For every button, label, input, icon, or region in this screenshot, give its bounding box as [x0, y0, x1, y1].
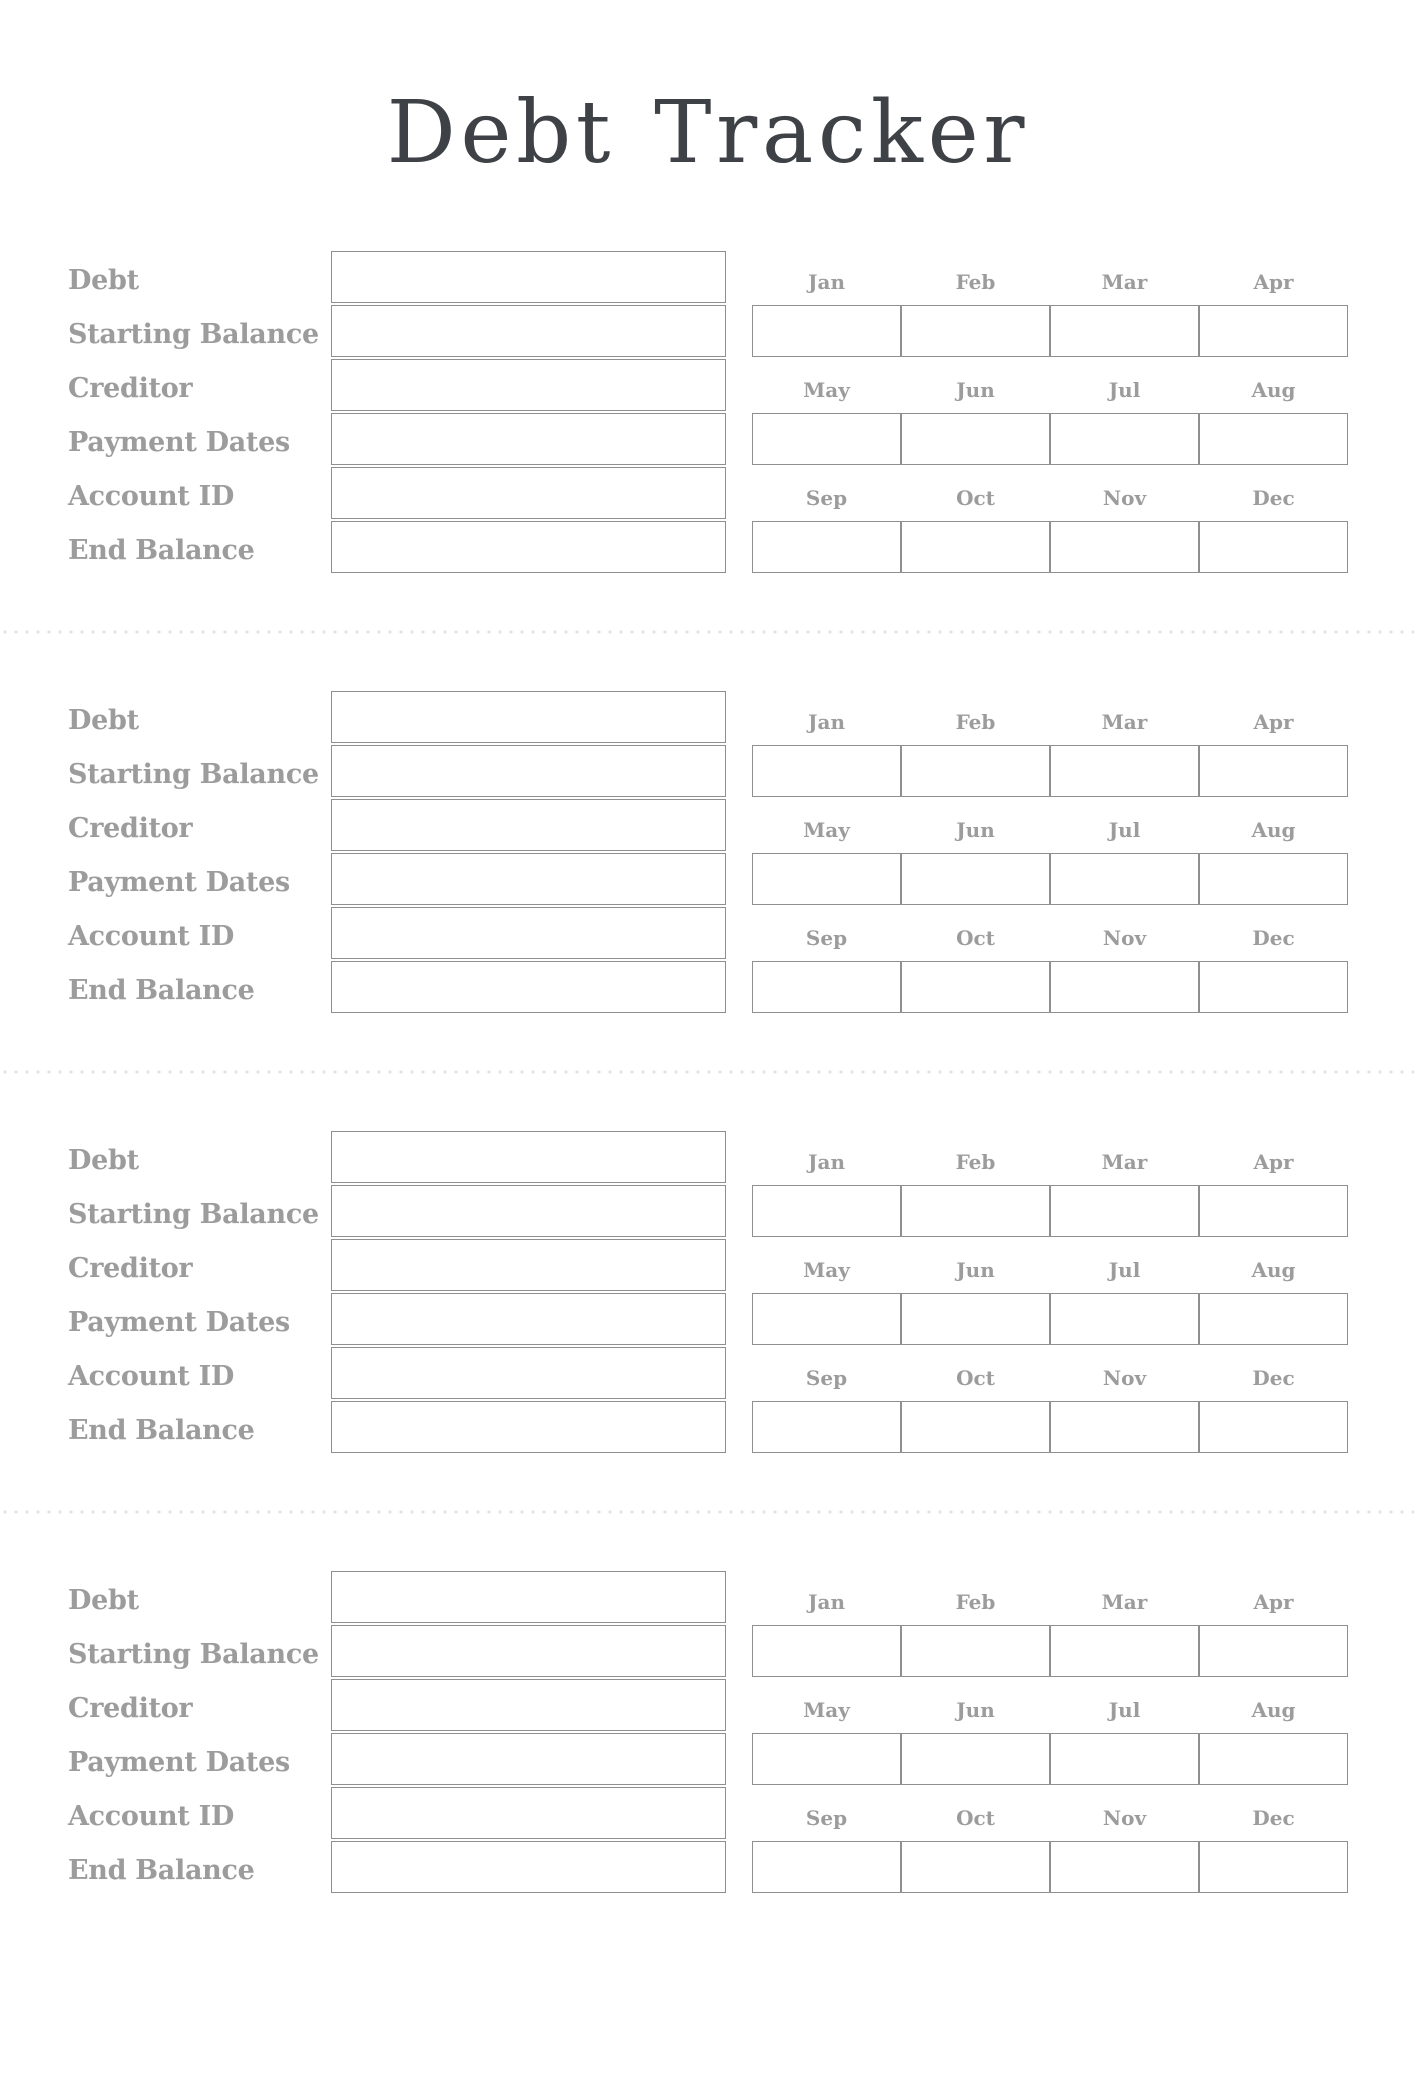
- month-jul-label: Jul: [1108, 1698, 1141, 1722]
- creditor-input[interactable]: [331, 1679, 726, 1731]
- month-jan-input[interactable]: [752, 1625, 901, 1677]
- month-sep-input[interactable]: [752, 961, 901, 1013]
- month-may-label: May: [803, 378, 850, 402]
- month-jul-input[interactable]: [1050, 1733, 1199, 1785]
- month-cell-row-2: [752, 413, 1348, 465]
- month-dec-label: Dec: [1252, 926, 1295, 950]
- month-jan-input[interactable]: [752, 1185, 901, 1237]
- month-may-input[interactable]: [752, 853, 901, 905]
- creditor-label: Creditor: [68, 372, 193, 404]
- page-title: Debt Tracker: [386, 83, 1030, 183]
- debt-label: Debt: [68, 264, 139, 296]
- month-jun-label: Jun: [956, 1698, 995, 1722]
- month-aug-label: Aug: [1251, 818, 1296, 842]
- month-aug-input[interactable]: [1199, 853, 1348, 905]
- month-oct-input[interactable]: [901, 961, 1050, 1013]
- month-cell-row-1: [752, 1185, 1348, 1237]
- account-id-label: Account ID: [68, 1360, 235, 1392]
- month-nov-label: Nov: [1102, 1366, 1147, 1390]
- debt-section-1: [68, 251, 1348, 573]
- month-oct-input[interactable]: [901, 521, 1050, 573]
- account-id-input[interactable]: [331, 1787, 726, 1839]
- month-jul-label: Jul: [1108, 1258, 1141, 1282]
- month-apr-input[interactable]: [1199, 745, 1348, 797]
- month-jul-input[interactable]: [1050, 413, 1199, 465]
- month-dec-input[interactable]: [1199, 521, 1348, 573]
- month-mar-input[interactable]: [1050, 745, 1199, 797]
- debt-label: Debt: [68, 1144, 139, 1176]
- month-jun-input[interactable]: [901, 413, 1050, 465]
- account-id-input[interactable]: [331, 467, 726, 519]
- payment-dates-input[interactable]: [331, 853, 726, 905]
- end-balance-input[interactable]: [331, 1841, 726, 1893]
- debt-fields: [68, 251, 726, 573]
- month-may-label: May: [803, 1698, 850, 1722]
- end-balance-label: End Balance: [68, 1414, 255, 1446]
- month-cell-row-2: [752, 853, 1348, 905]
- month-mar-label: Mar: [1101, 710, 1148, 734]
- dotted-separator: [0, 1510, 1414, 1514]
- debt-fields: [68, 1571, 726, 1893]
- month-sep-input[interactable]: [752, 1401, 901, 1453]
- month-sep-label: Sep: [805, 486, 848, 510]
- month-feb-input[interactable]: [901, 305, 1050, 357]
- month-dec-input[interactable]: [1199, 961, 1348, 1013]
- month-jun-label: Jun: [956, 818, 995, 842]
- creditor-label: Creditor: [68, 812, 193, 844]
- month-sep-label: Sep: [805, 1366, 848, 1390]
- account-id-label: Account ID: [68, 1800, 235, 1832]
- creditor-input[interactable]: [331, 359, 726, 411]
- month-sep-label: Sep: [805, 1806, 848, 1830]
- month-cell-row-1: [752, 305, 1348, 357]
- end-balance-label: End Balance: [68, 974, 255, 1006]
- month-label-row-2: [752, 359, 1348, 411]
- month-cell-row-1: [752, 1625, 1348, 1677]
- month-jul-input[interactable]: [1050, 1293, 1199, 1345]
- month-jan-label: Jan: [808, 270, 845, 294]
- account-id-label: Account ID: [68, 480, 235, 512]
- month-jul-label: Jul: [1108, 378, 1141, 402]
- month-nov-input[interactable]: [1050, 1841, 1199, 1893]
- account-id-label: Account ID: [68, 920, 235, 952]
- month-cell-row-2: [752, 1733, 1348, 1785]
- month-jul-label: Jul: [1108, 818, 1141, 842]
- creditor-input[interactable]: [331, 1239, 726, 1291]
- month-may-label: May: [803, 1258, 850, 1282]
- month-nov-label: Nov: [1102, 486, 1147, 510]
- month-feb-label: Feb: [955, 1590, 996, 1614]
- month-feb-input[interactable]: [901, 1185, 1050, 1237]
- month-jun-input[interactable]: [901, 1733, 1050, 1785]
- creditor-label: Creditor: [68, 1692, 193, 1724]
- payment-dates-label: Payment Dates: [68, 1746, 290, 1778]
- month-aug-label: Aug: [1251, 378, 1296, 402]
- starting-balance-label: Starting Balance: [68, 318, 319, 350]
- month-feb-label: Feb: [955, 1150, 996, 1174]
- month-aug-input[interactable]: [1199, 1293, 1348, 1345]
- starting-balance-input[interactable]: [331, 1185, 726, 1237]
- month-may-input[interactable]: [752, 1733, 901, 1785]
- debt-section-4: [68, 1571, 1348, 1893]
- month-apr-label: Apr: [1253, 710, 1294, 734]
- end-balance-label: End Balance: [68, 534, 255, 566]
- dotted-separator: [0, 1070, 1414, 1074]
- debt-label: Debt: [68, 704, 139, 736]
- month-apr-label: Apr: [1253, 270, 1294, 294]
- month-dec-input[interactable]: [1199, 1841, 1348, 1893]
- month-apr-input[interactable]: [1199, 1185, 1348, 1237]
- month-apr-label: Apr: [1253, 1150, 1294, 1174]
- month-mar-input[interactable]: [1050, 305, 1199, 357]
- month-jun-label: Jun: [956, 1258, 995, 1282]
- creditor-label: Creditor: [68, 1252, 193, 1284]
- month-cell-row-3: [752, 1401, 1348, 1453]
- starting-balance-input[interactable]: [331, 1625, 726, 1677]
- month-sep-input[interactable]: [752, 1841, 901, 1893]
- month-label-row-2: [752, 1239, 1348, 1291]
- month-feb-input[interactable]: [901, 745, 1050, 797]
- starting-balance-label: Starting Balance: [68, 1638, 319, 1670]
- month-label-row-1: [752, 251, 1348, 303]
- month-feb-label: Feb: [955, 270, 996, 294]
- month-cell-row-3: [752, 521, 1348, 573]
- month-label-row-3: [752, 1347, 1348, 1399]
- month-dec-label: Dec: [1252, 1366, 1295, 1390]
- month-apr-input[interactable]: [1199, 305, 1348, 357]
- month-cell-row-1: [752, 745, 1348, 797]
- month-nov-input[interactable]: [1050, 521, 1199, 573]
- month-aug-label: Aug: [1251, 1698, 1296, 1722]
- starting-balance-input[interactable]: [331, 305, 726, 357]
- month-label-row-1: [752, 691, 1348, 743]
- month-aug-input[interactable]: [1199, 413, 1348, 465]
- month-nov-input[interactable]: [1050, 1401, 1199, 1453]
- end-balance-label: End Balance: [68, 1854, 255, 1886]
- month-mar-input[interactable]: [1050, 1185, 1199, 1237]
- month-sep-input[interactable]: [752, 521, 901, 573]
- end-balance-input[interactable]: [331, 961, 726, 1013]
- month-aug-input[interactable]: [1199, 1733, 1348, 1785]
- month-aug-label: Aug: [1251, 1258, 1296, 1282]
- starting-balance-label: Starting Balance: [68, 1198, 319, 1230]
- debt-section-2: [68, 691, 1348, 1013]
- month-nov-label: Nov: [1102, 1806, 1147, 1830]
- payment-dates-input[interactable]: [331, 1293, 726, 1345]
- debt-label: Debt: [68, 1584, 139, 1616]
- month-label-row-2: [752, 1679, 1348, 1731]
- month-feb-label: Feb: [955, 710, 996, 734]
- month-mar-label: Mar: [1101, 1150, 1148, 1174]
- end-balance-input[interactable]: [331, 1401, 726, 1453]
- month-mar-label: Mar: [1101, 1590, 1148, 1614]
- month-may-label: May: [803, 818, 850, 842]
- month-jan-label: Jan: [808, 1150, 845, 1174]
- payment-dates-label: Payment Dates: [68, 1306, 290, 1338]
- month-feb-input[interactable]: [901, 1625, 1050, 1677]
- starting-balance-label: Starting Balance: [68, 758, 319, 790]
- month-apr-label: Apr: [1253, 1590, 1294, 1614]
- month-jan-label: Jan: [808, 1590, 845, 1614]
- month-nov-label: Nov: [1102, 926, 1147, 950]
- month-label-row-3: [752, 907, 1348, 959]
- month-oct-label: Oct: [956, 1366, 995, 1390]
- month-sep-label: Sep: [805, 926, 848, 950]
- month-cell-row-2: [752, 1293, 1348, 1345]
- month-may-input[interactable]: [752, 1293, 901, 1345]
- month-cell-row-3: [752, 961, 1348, 1013]
- month-oct-label: Oct: [956, 926, 995, 950]
- month-dec-label: Dec: [1252, 1806, 1295, 1830]
- dotted-separator: [0, 630, 1414, 634]
- account-id-input[interactable]: [331, 907, 726, 959]
- month-oct-input[interactable]: [901, 1401, 1050, 1453]
- debt-tracker-page: [0, 83, 1414, 2090]
- month-jul-input[interactable]: [1050, 853, 1199, 905]
- debt-section-3: [68, 1131, 1348, 1453]
- month-jun-label: Jun: [956, 378, 995, 402]
- month-jan-input[interactable]: [752, 305, 901, 357]
- starting-balance-input[interactable]: [331, 745, 726, 797]
- month-grid: [752, 251, 1348, 573]
- debt-input[interactable]: [331, 691, 726, 743]
- month-dec-input[interactable]: [1199, 1401, 1348, 1453]
- end-balance-input[interactable]: [331, 521, 726, 573]
- month-grid: [752, 1131, 1348, 1453]
- month-label-row-1: [752, 1131, 1348, 1183]
- debt-input[interactable]: [331, 251, 726, 303]
- month-oct-input[interactable]: [901, 1841, 1050, 1893]
- month-grid: [752, 1571, 1348, 1893]
- account-id-input[interactable]: [331, 1347, 726, 1399]
- month-dec-label: Dec: [1252, 486, 1295, 510]
- month-jan-label: Jan: [808, 710, 845, 734]
- month-jun-input[interactable]: [901, 853, 1050, 905]
- month-may-input[interactable]: [752, 413, 901, 465]
- month-label-row-1: [752, 1571, 1348, 1623]
- payment-dates-input[interactable]: [331, 413, 726, 465]
- month-label-row-3: [752, 1787, 1348, 1839]
- month-apr-input[interactable]: [1199, 1625, 1348, 1677]
- month-cell-row-3: [752, 1841, 1348, 1893]
- payment-dates-input[interactable]: [331, 1733, 726, 1785]
- payment-dates-label: Payment Dates: [68, 426, 290, 458]
- debt-fields: [68, 691, 726, 1013]
- month-label-row-3: [752, 467, 1348, 519]
- month-oct-label: Oct: [956, 1806, 995, 1830]
- creditor-input[interactable]: [331, 799, 726, 851]
- debt-input[interactable]: [331, 1131, 726, 1183]
- debt-fields: [68, 1131, 726, 1453]
- payment-dates-label: Payment Dates: [68, 866, 290, 898]
- month-mar-label: Mar: [1101, 270, 1148, 294]
- month-grid: [752, 691, 1348, 1013]
- sections: [68, 251, 1348, 1893]
- month-label-row-2: [752, 799, 1348, 851]
- month-jan-input[interactable]: [752, 745, 901, 797]
- month-mar-input[interactable]: [1050, 1625, 1199, 1677]
- debt-input[interactable]: [331, 1571, 726, 1623]
- month-oct-label: Oct: [956, 486, 995, 510]
- month-jun-input[interactable]: [901, 1293, 1050, 1345]
- month-nov-input[interactable]: [1050, 961, 1199, 1013]
